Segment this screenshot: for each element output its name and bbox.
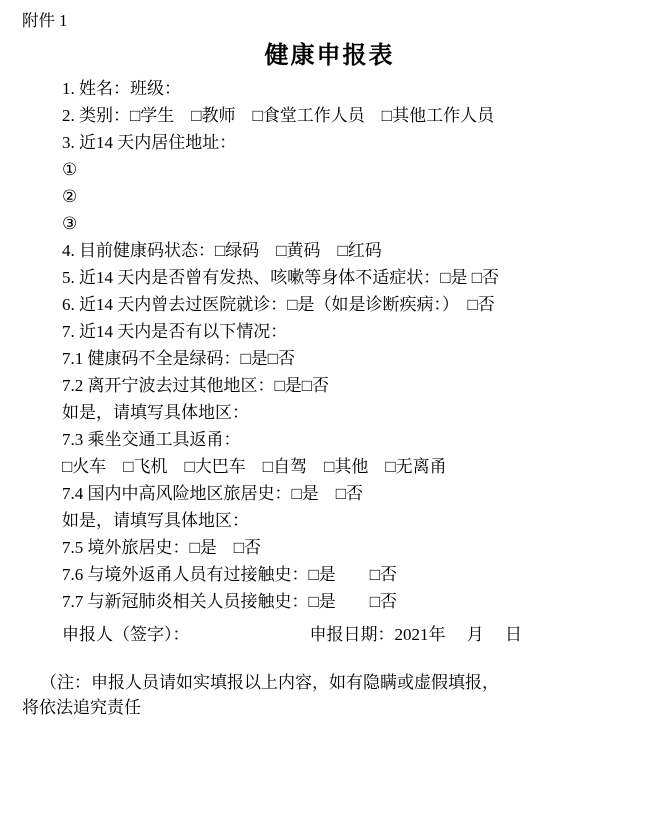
form-item-address-1: ① — [62, 160, 78, 180]
signature-label: 申报人（签字）： — [62, 625, 190, 645]
form-item-category: 2. 类别：□学生 □教师 □食堂工作人员 □其他工作人员 — [62, 106, 495, 126]
form-item-address-2: ② — [62, 187, 78, 207]
form-item-7-5-overseas-history: 7.5 境外旅居史：□是 □否 — [62, 538, 262, 558]
note-block — [22, 671, 637, 720]
form-item-7-3-transport-options: □火车 □飞机 □大巴车 □自驾 □其他 □无离甬 — [62, 457, 447, 477]
form-item-conditions-heading: 7. 近14 天内是否有以下情况： — [62, 322, 288, 342]
form-item-name-class: 1. 姓名：班级： — [62, 79, 181, 99]
form-item-7-6-overseas-contact: 7.6 与境外返甬人员有过接触史：□是 □否 — [62, 565, 398, 585]
form-item-7-4-region-fill: 如是，请填写具体地区： — [62, 511, 249, 531]
page-title: 健康申报表 — [264, 43, 395, 70]
section-spacer — [22, 655, 637, 671]
declaration-date-label: 申报日期：2021年 月 日 — [309, 625, 522, 645]
form-item-7-7-covid-contact: 7.7 与新冠肺炎相关人员接触史：□是 □否 — [62, 592, 398, 612]
form-item-address-3: ③ — [62, 214, 78, 234]
form-item-7-3-transport-heading: 7.3 乘坐交通工具返甬： — [62, 430, 241, 450]
note-text: （注：申报人员请如实填报以上内容，如有隐瞒或虚假填报， — [40, 673, 499, 693]
form-item-symptoms: 5. 近14 天内是否曾有发热、咳嗽等身体不适症状：□是 □否 — [62, 268, 500, 288]
form-item-7-1-health-code: 7.1 健康码不全是绿码：□是□否 — [62, 349, 296, 369]
note-text-continued: 将依法追究责任 — [22, 698, 141, 718]
form-item-address-heading: 3. 近14 天内居住地址： — [62, 133, 237, 153]
form-item-7-2-region-fill: 如是，请填写具体地区： — [62, 403, 249, 423]
form-items — [22, 80, 637, 645]
signature-row — [62, 620, 637, 645]
attachment-label: 附件 1 — [22, 11, 68, 30]
form-item-health-code-status: 4. 目前健康码状态：□绿码 □黄码 □红码 — [62, 241, 382, 261]
form-item-7-4-risk-area-history: 7.4 国内中高风险地区旅居史：□是 □否 — [62, 484, 364, 504]
form-item-7-2-left-ningbo: 7.2 离开宁波去过其他地区：□是□否 — [62, 376, 330, 396]
form-item-hospital-visit: 6. 近14 天内曾去过医院就诊：□是（如是诊断疾病：） □否 — [62, 295, 495, 315]
